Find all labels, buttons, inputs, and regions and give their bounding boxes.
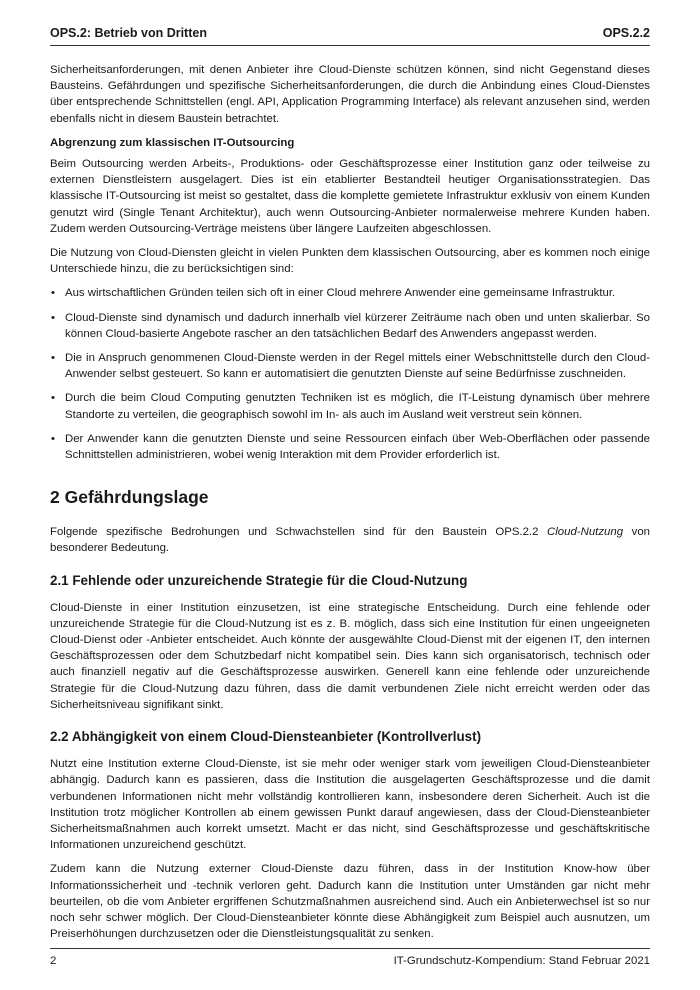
section-2-1-paragraph: Cloud-Dienste in einer Institution einzusetzen, ist eine strategische Entscheidung. Durch eine fehlende oder unzureichende Strategie für die Cloud-Nutzung ist es z. B. möglich, dass sich eine Institution für einen ungeeigneten Cloud-Dienst oder -Anbieter entscheidet. Auch könnte der ausgewählte Cloud-Dienst mit der eigenen IT, den internen Geschäftsprozessen oder dem Schutzbedarf nicht kompatibel sein. Dies kann sich organisatorisch, technisch oder auch finanziell negativ auf die Geschäftsprozesse auswirken. Generell kann eine fehlende oder unzureichende Strategie für die Cloud-Nutzung dazu führen, dass die damit verbundenen Ziele nicht erreicht werden oder das Sicherheitsniveau signifikant sinkt. <box>50 601 650 711</box>
list-item <box>50 310 650 342</box>
intro-paragraph: Sicherheitsanforderungen, mit denen Anbieter ihre Cloud-Dienste schützen können, sind nicht Gegenstand dieses Bausteins. Gefährdungen und spezifische Sicherheitsanforderungen, die durch die Anbindung eines Cloud-Dienstes über entsprechende Schnittstellen (engl. API, Application Programming Interface) als relevant anzusehen sind, werden ebenfalls nicht in diesem Baustein betrachtet. <box>50 64 650 125</box>
page-header <box>50 22 650 44</box>
section-2-intro-em: Cloud-Nutzung <box>547 526 624 539</box>
bullet-glyph: • <box>51 287 55 300</box>
section-2-heading: 2 Gefährdungslage <box>50 487 209 508</box>
bullet-glyph: • <box>51 392 55 405</box>
outsourcing-paragraph-1: Beim Outsourcing werden Arbeits-, Produktions- oder Geschäftsprozesse einer Institution ganz oder teilweise zu externen Dienstleistern ausgelagert. Dies ist ein etablierter Bestandteil heutiger Organisationsstrategien. Das klassische IT-Outsourcing ist meist so gestaltet, dass die komplette gemietete Infrastruktur exklusiv von einem Kunden genutzt wird (Single Tenant Architektur), auch wenn Outsourcing-Anbieter normalerweise mehrere Kunden haben. Zudem werden Outsourcing-Verträge meistens über längere Laufzeiten abgeschlossen. <box>50 158 650 235</box>
list-item-text: Durch die beim Cloud Computing genutzten Techniken ist es möglich, die IT-Leistung dynamisch über mehrere Standorte zu verteilen, die geographisch sowohl im In- als auch im Ausland weit verstreut sein können. <box>65 392 650 421</box>
list-item <box>50 390 650 422</box>
page-number: 2 <box>50 955 57 967</box>
page-footer <box>50 955 650 967</box>
header-title: OPS.2: Betrieb von Dritten <box>50 26 207 40</box>
header-rule <box>50 45 650 46</box>
list-item <box>50 350 650 382</box>
section-2-2-heading: 2.2 Abhängigkeit von einem Cloud-Diensteanbieter (Kontrollverlust) <box>50 729 482 745</box>
section-2-intro-after: von besonderer Bedeutung. <box>50 526 651 555</box>
section-2-intro-before: Folgende spezifische Bedrohungen und Schwachstellen sind für den Baustein OPS.2.2 <box>50 526 548 539</box>
bullet-glyph: • <box>51 432 55 445</box>
header-code: OPS.2.2 <box>602 26 650 40</box>
list-item-text: Cloud-Dienste sind dynamisch und dadurch innerhalb viel kürzerer Zeiträume nach oben und unten skalierbar. So können Cloud-basierte Angebote rascher an den tatsächlichen Bedarf des Anwenders angepasst werden. <box>65 311 650 340</box>
footer-source: IT-Grundschutz-Kompendium: Stand Februar 2021 <box>393 955 650 967</box>
page-content <box>50 62 650 950</box>
section-2-2-paragraph-1: Nutzt eine Institution externe Cloud-Dienste, ist sie mehr oder weniger stark vom jeweiligen Cloud-Diensteanbieter abhängig. Dadurch kann es passieren, dass die Institution die ausgelagerten Geschäftsprozesse und die damit verbundenen Informationen nicht mehr vollständig kontrollieren kann, insbesondere deren Sicherheit. Auch ist die Institution trotz möglicher Kontrollen ab einem gewissen Punkt darauf angewiesen, dass der Cloud-Diensteanbieter Sicherheitsmaßnahmen auch korrekt umsetzt. Macht er das nicht, sind Geschäftsprozesse und geschäftskritische Informationen unzureichend geschützt. <box>50 758 650 852</box>
list-item <box>50 285 650 301</box>
list-item-text: Aus wirtschaftlichen Gründen teilen sich oft in einer Cloud mehrere Anwender eine gemeinsame Infrastruktur. <box>65 287 616 300</box>
list-item <box>50 431 650 463</box>
section-2-intro <box>50 524 650 556</box>
bullet-glyph: • <box>51 311 55 324</box>
section-2-2-paragraph-2: Zudem kann die Nutzung externer Cloud-Dienste dazu führen, dass in der Institution Know-how über Informationssicherheit und -technik verloren geht. Dadurch kann die Institution unter Umständen gar nicht mehr beurteilen, ob die vom Anbieter ergriffenen Schutzmaßnahmen ausreichend sind. Auch ein Anbieterwechsel ist so nur noch sehr schwer möglich. Der Cloud-Diensteanbieter könnte diese Abhängigkeit zum Beispiel auch ausnutzen, um Preiserhöhungen durchzusetzen oder die Dienstleistungsqualität zu senken. <box>50 863 650 941</box>
differences-list <box>50 285 650 463</box>
footer-rule <box>50 948 650 949</box>
list-item-text: Der Anwender kann die genutzten Dienste und seine Ressourcen einfach über Web-Oberflächen oder passende Schnittstellen administrieren, wobei wenig Interaktion mit dem Provider erforderlich ist. <box>65 432 650 462</box>
list-item-text: Die in Anspruch genommenen Cloud-Dienste werden in der Regel mittels einer Webschnittstelle durch den Cloud-Anwender selbst gesteuert. So kann er automatisiert die genutzten Dienste auf seine Bedürfnisse zuschneiden. <box>65 352 650 381</box>
bullet-glyph: • <box>51 352 55 365</box>
outsourcing-heading: Abgrenzung zum klassischen IT-Outsourcing <box>50 136 295 149</box>
section-2-1-heading: 2.1 Fehlende oder unzureichende Strategie für die Cloud-Nutzung <box>50 572 468 588</box>
outsourcing-paragraph-2: Die Nutzung von Cloud-Diensten gleicht in vielen Punkten dem klassischen Outsourcing, aber es kommen noch einige Unterschiede hinzu, die zu berücksichtigen sind: <box>50 247 650 276</box>
